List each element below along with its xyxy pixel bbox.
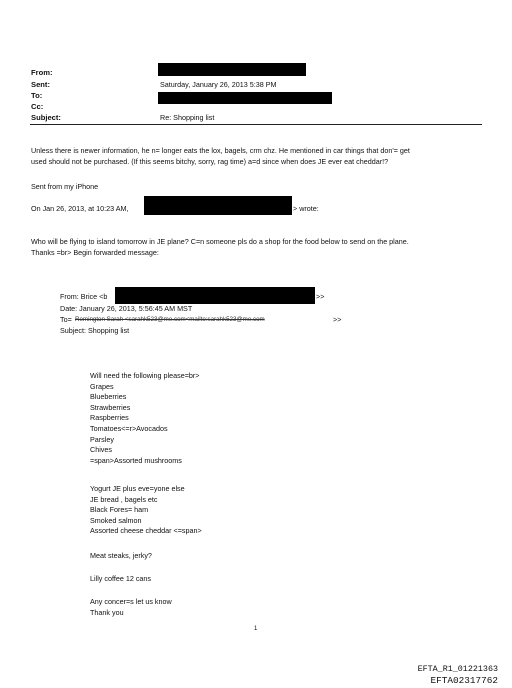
redaction-from (158, 63, 306, 76)
redaction-sender (144, 196, 292, 215)
list-item: Yogurt JE plus eve=yone else (90, 484, 185, 493)
inner-to-prefix: To= (60, 315, 72, 324)
cc-label: Cc: (31, 102, 44, 111)
shopping-list-group-2 (90, 484, 202, 537)
reply-line-1: Unless there is newer information, he n= longer eats the lox, bagels, crm chz. He mentioned in car things that don'= get (31, 146, 410, 155)
inner-to-end: >> (333, 315, 342, 324)
list-item: Assorted cheese cheddar <=span> (90, 526, 202, 536)
reply-line-2: used should not be purchased. (If this seems bitchy, sorry, rag time) a=d since when does JE ever eat cheddar!? (31, 157, 389, 166)
forward-line-1: Who will be flying to island tomorrow in JE plane? C=n someone pls do a shop for the food below to send on the plane. (31, 237, 409, 246)
sent-label: Sent: (31, 80, 50, 89)
footer-code-2: EFTA02317762 (430, 675, 498, 686)
inner-from-end: >> (316, 292, 325, 301)
from-label: From: (31, 68, 53, 77)
list-item: Chives (90, 445, 112, 455)
list-item-coffee: Lilly coffee 12 cans (90, 574, 151, 583)
to-label: To: (31, 91, 43, 100)
redaction-inner-from (115, 287, 315, 304)
inner-date: Date: January 26, 2013, 5:56:45 AM MST (60, 304, 193, 313)
list-item-thanks: Thank you (90, 608, 124, 617)
list-item: Will need the following please=br> (90, 371, 200, 380)
list-item: Strawberries (90, 402, 131, 412)
footer-code-1: EFTA_R1_01221363 (417, 664, 498, 674)
subject-value: Re: Shopping list (160, 113, 215, 122)
sent-value: Saturday, January 26, 2013 5:38 PM (160, 80, 277, 89)
list-item: Blueberries (90, 392, 127, 402)
list-item: Smoked salmon (90, 515, 142, 525)
list-item: JE bread , bagels etc (90, 494, 158, 504)
list-item: Black Fores= ham (90, 505, 149, 515)
list-item-meat: Meat steaks, jerky? (90, 551, 152, 560)
list-item: Raspberries (90, 413, 129, 423)
list-item: =span>Assorted mushrooms (90, 455, 182, 465)
list-item-concern: Any concer=s let us know (90, 597, 172, 606)
redaction-to (158, 92, 332, 104)
subject-label: Subject: (31, 113, 61, 122)
page-number: 1 (254, 626, 258, 632)
quote-intro: On Jan 26, 2013, at 10:23 AM, (31, 204, 129, 213)
signature: Sent from my iPhone (31, 182, 99, 191)
forward-line-2: Thanks =br> Begin forwarded message: (31, 248, 159, 257)
shopping-list-group-1 (90, 371, 199, 466)
inner-subject: Subject: Shopping list (60, 326, 130, 335)
list-item: Tomatoes<=r>Avocados (90, 423, 168, 433)
quote-wrote: > wrote: (293, 204, 319, 213)
inner-to-middle: Remington Sarah <sarahk523@me.com<mailto:sarahk523@me.com (75, 316, 265, 323)
list-item: Grapes (90, 381, 114, 391)
list-item: Parsley (90, 434, 114, 444)
inner-from: From: Brice <b (60, 292, 108, 301)
header-divider (30, 124, 482, 125)
